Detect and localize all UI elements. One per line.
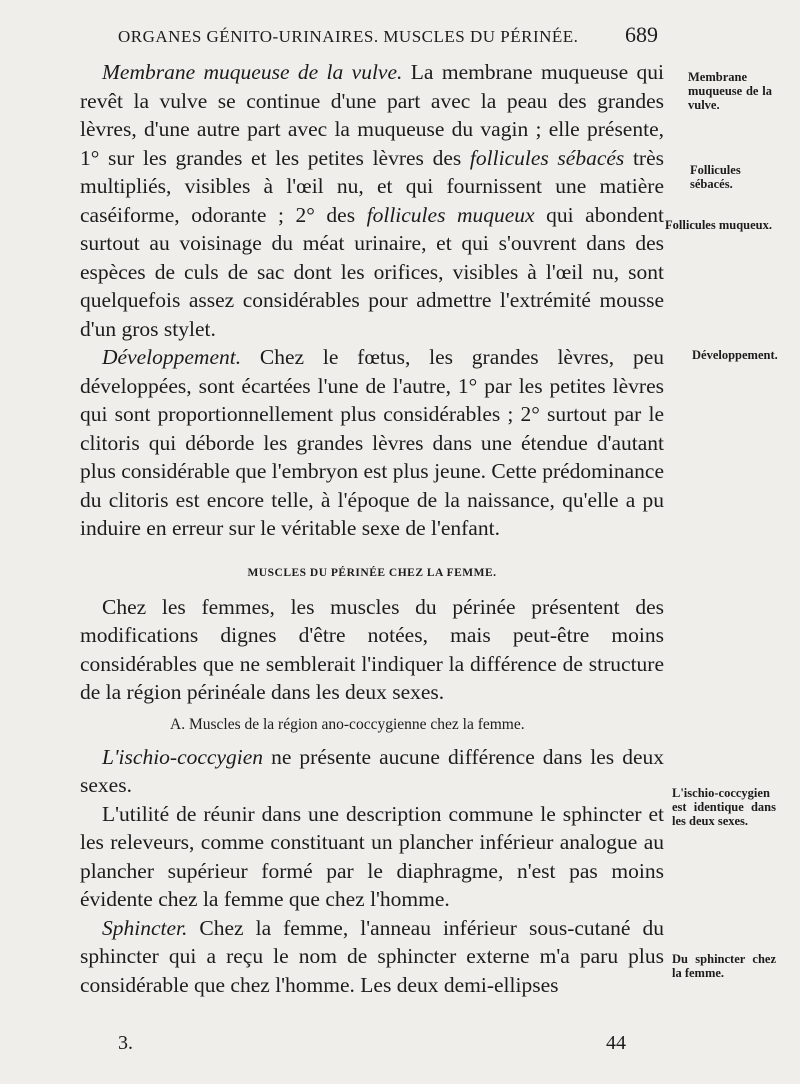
paragraph-text: qui abondent surtout au voisinage du méat urinaire, et qui s'ouvrent dans des espèces de culs de sac dont les orifices, visibles à l'œil nu, sont quelquefois assez considérables pour admettre l'extrémité mousse d'un gros stylet.	[80, 202, 664, 341]
emphasis-term: follicules muqueux	[366, 202, 535, 227]
paragraph-text: ne présente aucune différence dans les deux sexes.	[80, 744, 664, 797]
paragraph-ischio	[80, 743, 664, 800]
margin-note-follicules-sebaces: Follicules sébacés.	[690, 163, 741, 191]
paragraph-lead: Sphincter.	[102, 915, 188, 940]
paragraph-membrane	[80, 58, 664, 343]
margin-note-sphincter: Du sphincter chez la femme.	[672, 952, 776, 980]
paragraph-text: Chez la femme, l'anneau inférieur sous-cutané du sphincter qui a reçu le nom de sphincter externe m'a paru plus considérable que chez l'homme. Les deux demi-ellipses	[80, 915, 664, 997]
paragraph-text: Chez le fœtus, les grandes lèvres, peu développées, sont écartées l'une de l'autre, 1° par les petites lèvres qui sont proportionnellement plus considérables ; 2° surtout par le clitoris qui déborde les grandes lèvres dans une étendue d'autant plus considérable que l'embryon est plus jeune. Cette prédominance du clitoris est encore telle, à l'époque de la naissance, qu'elle a pu induire en erreur sur le véritable sexe de l'enfant.	[80, 345, 664, 540]
paragraph-utilite: L'utilité de réunir dans une description commune le sphincter et les releveurs, comme constituant un plancher inférieur analogue au plancher supérieur formé par le diaphragme, n'est pas moins évidente chez la femme que chez l'homme.	[80, 801, 664, 911]
margin-note-follicules-muqueux: Follicules muqueux.	[665, 218, 772, 232]
page-footer	[118, 1032, 626, 1055]
sheet-number: 44	[606, 1032, 626, 1054]
running-title: ORGANES GÉNITO-URINAIRES. MUSCLES DU PÉRINÉE.	[118, 27, 579, 46]
paragraph-lead: L'ischio-coccygien	[102, 744, 264, 769]
subsection-title: A. Muscles de la région ano-coccygienne chez la femme.	[170, 715, 525, 733]
paragraph-intro: Chez les femmes, les muscles du périnée présentent des modifications dignes d'être notées, mais peut-être moins considérables que ne semblerait l'indiquer la différence de structure de la région périnéale dans les deux sexes.	[80, 594, 664, 704]
paragraph-text: très multipliés, visibles à l'œil nu, et qui fournissent une matière caséiforme, odorante ; 2° des	[80, 145, 664, 227]
margin-note-membrane: Membrane muqueuse de la vulve.	[688, 70, 772, 112]
page-header	[118, 22, 658, 48]
emphasis-term: follicules sébacés	[469, 145, 625, 170]
signature-mark: 3.	[118, 1032, 133, 1054]
paragraph-sphincter	[80, 914, 664, 1000]
paragraph-lead: Membrane muqueuse de la vulve.	[102, 60, 403, 84]
paragraph-text: La membrane muqueuse qui revêt la vulve se continue d'une part avec la peau des grandes lèvres, d'une autre part avec la muqueuse du vagin ; elle présente, 1° sur les grandes et les petites lèvres des	[80, 60, 664, 170]
section-title: MUSCLES DU PÉRINÉE CHEZ LA FEMME.	[247, 566, 497, 579]
paragraph-lead: Développement.	[102, 345, 242, 369]
paragraph-developpement	[80, 343, 664, 543]
main-text	[80, 58, 664, 999]
page-number: 689	[625, 22, 658, 47]
margin-note-ischio-coccygien: L'ischio-coccygien est identique dans les deux sexes.	[672, 786, 776, 828]
margin-note-developpement: Développement.	[692, 348, 778, 362]
